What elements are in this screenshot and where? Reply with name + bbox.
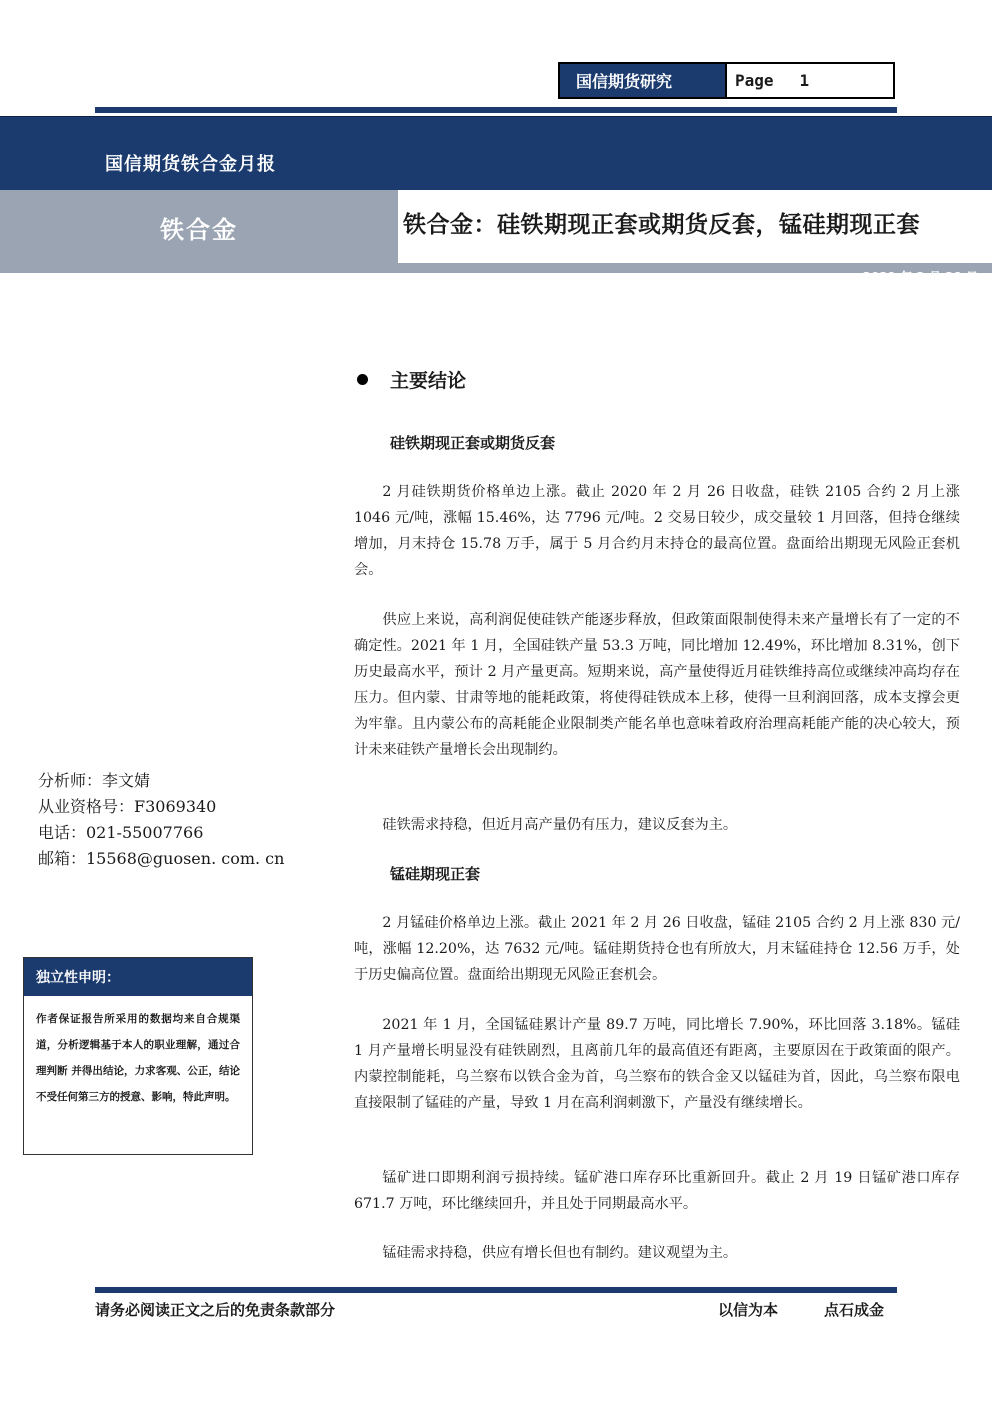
silicomanganese-paragraph-1: 2 月锰硅价格单边上涨。截止 2021 年 2 月 26 日收盘，锰硅 2105 合约 2 月上涨 830 元/吨，涨幅 12.20%，达 7632 元/吨。锰硅期货持仓也有所放大，月末锰硅持仓 12.56 万手，处于历史偏高位置。盘面给出期现无风险正套机会。 xyxy=(354,915,960,983)
header-badge xyxy=(558,62,895,99)
silicomanganese-paragraph-2: 2021 年 1 月，全国锰硅累计产量 89.7 万吨，同比增长 7.90%，环比回落 3.18%。锰硅 1 月产量增长明显没有硅铁剧烈，且离前几年的最高值还有距离，主要原因在于政策面的限产。内蒙控制能耗，乌兰察布以铁合金为首，乌兰察布的铁合金又以锰硅为首，因此，乌兰察布限电直接限制了锰硅的产量，导致 1 月在高利润刺激下，产量没有继续增长。 xyxy=(354,1017,960,1111)
analyst-phone: 电话：021-55007766 xyxy=(38,823,204,842)
section-title: 主要结论 xyxy=(390,370,467,392)
ferrosilicon-paragraph-1: 2 月硅铁期货价格单边上涨。截止 2020 年 2 月 26 日收盘，硅铁 2105 合约 2 月上涨 1046 元/吨，涨幅 15.46%，达 7796 元/吨。2 交易日较少，成交量较 1 月回落，但持仓继续增加，月末持仓 15.78 万手，属于 5 月合约月末持仓的最高位置。盘面给出期现无风险正套机会。 xyxy=(354,484,960,578)
page-number: 1 xyxy=(799,71,810,90)
top-divider xyxy=(95,107,897,113)
page-label: Page xyxy=(735,71,774,90)
page-indicator xyxy=(725,64,893,97)
analyst-info xyxy=(38,768,284,872)
independence-text: 作者保证报告所采用的数据均来自合规渠道，分析逻辑基于本人的职业理解，通过合理判断 并得出结论，力求客观、公正，结论不受任何第三方的授意、影响，特此声明。 xyxy=(36,1013,240,1103)
ferrosilicon-heading: 硅铁期现正套或期货反套 xyxy=(390,434,556,452)
silicomanganese-paragraph-4: 锰硅需求持稳，供应有增长但也有制约。建议观望为主。 xyxy=(382,1245,738,1261)
report-title: 铁合金：硅铁期现正套或期货反套，锰硅期现正套 xyxy=(403,211,920,238)
ferrosilicon-paragraph-2: 供应上来说，高利润促使硅铁产能逐步释放，但政策面限制使得未来产量增长有了一定的不确定性。2021 年 1 月，全国硅铁产量 53.3 万吨，同比增加 12.49%，环比增加 8.31%，创下历史最高水平，预计 2 月产量更高。短期来说，高产量使得近月硅铁维持高位或继续冲高均存在压力。但内蒙、甘肃等地的能耗政策，将使得硅铁成本上移，使得一旦利润回落，成本支撑会更为牢靠。且内蒙公布的高耗能企业限制类产能名单也意味着政府治理高耗能产能的决心较大，预计未来硅铁产量增长会出现制约。 xyxy=(354,612,960,758)
footer-disclaimer: 请务必阅读正文之后的免责条款部分 xyxy=(95,1301,336,1319)
silicomanganese-heading: 锰硅期现正套 xyxy=(390,865,481,883)
independence-heading: 独立性申明： xyxy=(24,958,252,996)
footer-slogan-2: 点石成金 xyxy=(824,1301,885,1319)
analyst-email: 邮箱：15568@guosen. com. cn xyxy=(38,849,285,868)
silicomanganese-paragraph-3: 锰矿进口即期利润亏损持续。锰矿港口库存环比重新回升。截止 2 月 19 日锰矿港口库存 671.7 万吨，环比继续回升，并且处于同期最高水平。 xyxy=(354,1170,960,1212)
org-label: 国信期货研究 xyxy=(560,64,725,97)
category-label: 铁合金 xyxy=(160,215,238,244)
independence-box xyxy=(23,957,253,1155)
footer-slogan-1: 以信为本 xyxy=(718,1301,779,1319)
analyst-license: 从业资格号：F3069340 xyxy=(38,797,217,816)
bottom-divider xyxy=(95,1287,897,1293)
analyst-name: 分析师：李文婧 xyxy=(38,771,151,790)
report-date: 2021 年 2 月 28 日 xyxy=(862,270,978,284)
ferrosilicon-paragraph-3: 硅铁需求持稳，但近月高产量仍有压力，建议反套为主。 xyxy=(382,817,738,833)
bullet-icon xyxy=(357,374,368,385)
report-series: 国信期货铁合金月报 xyxy=(105,154,276,175)
